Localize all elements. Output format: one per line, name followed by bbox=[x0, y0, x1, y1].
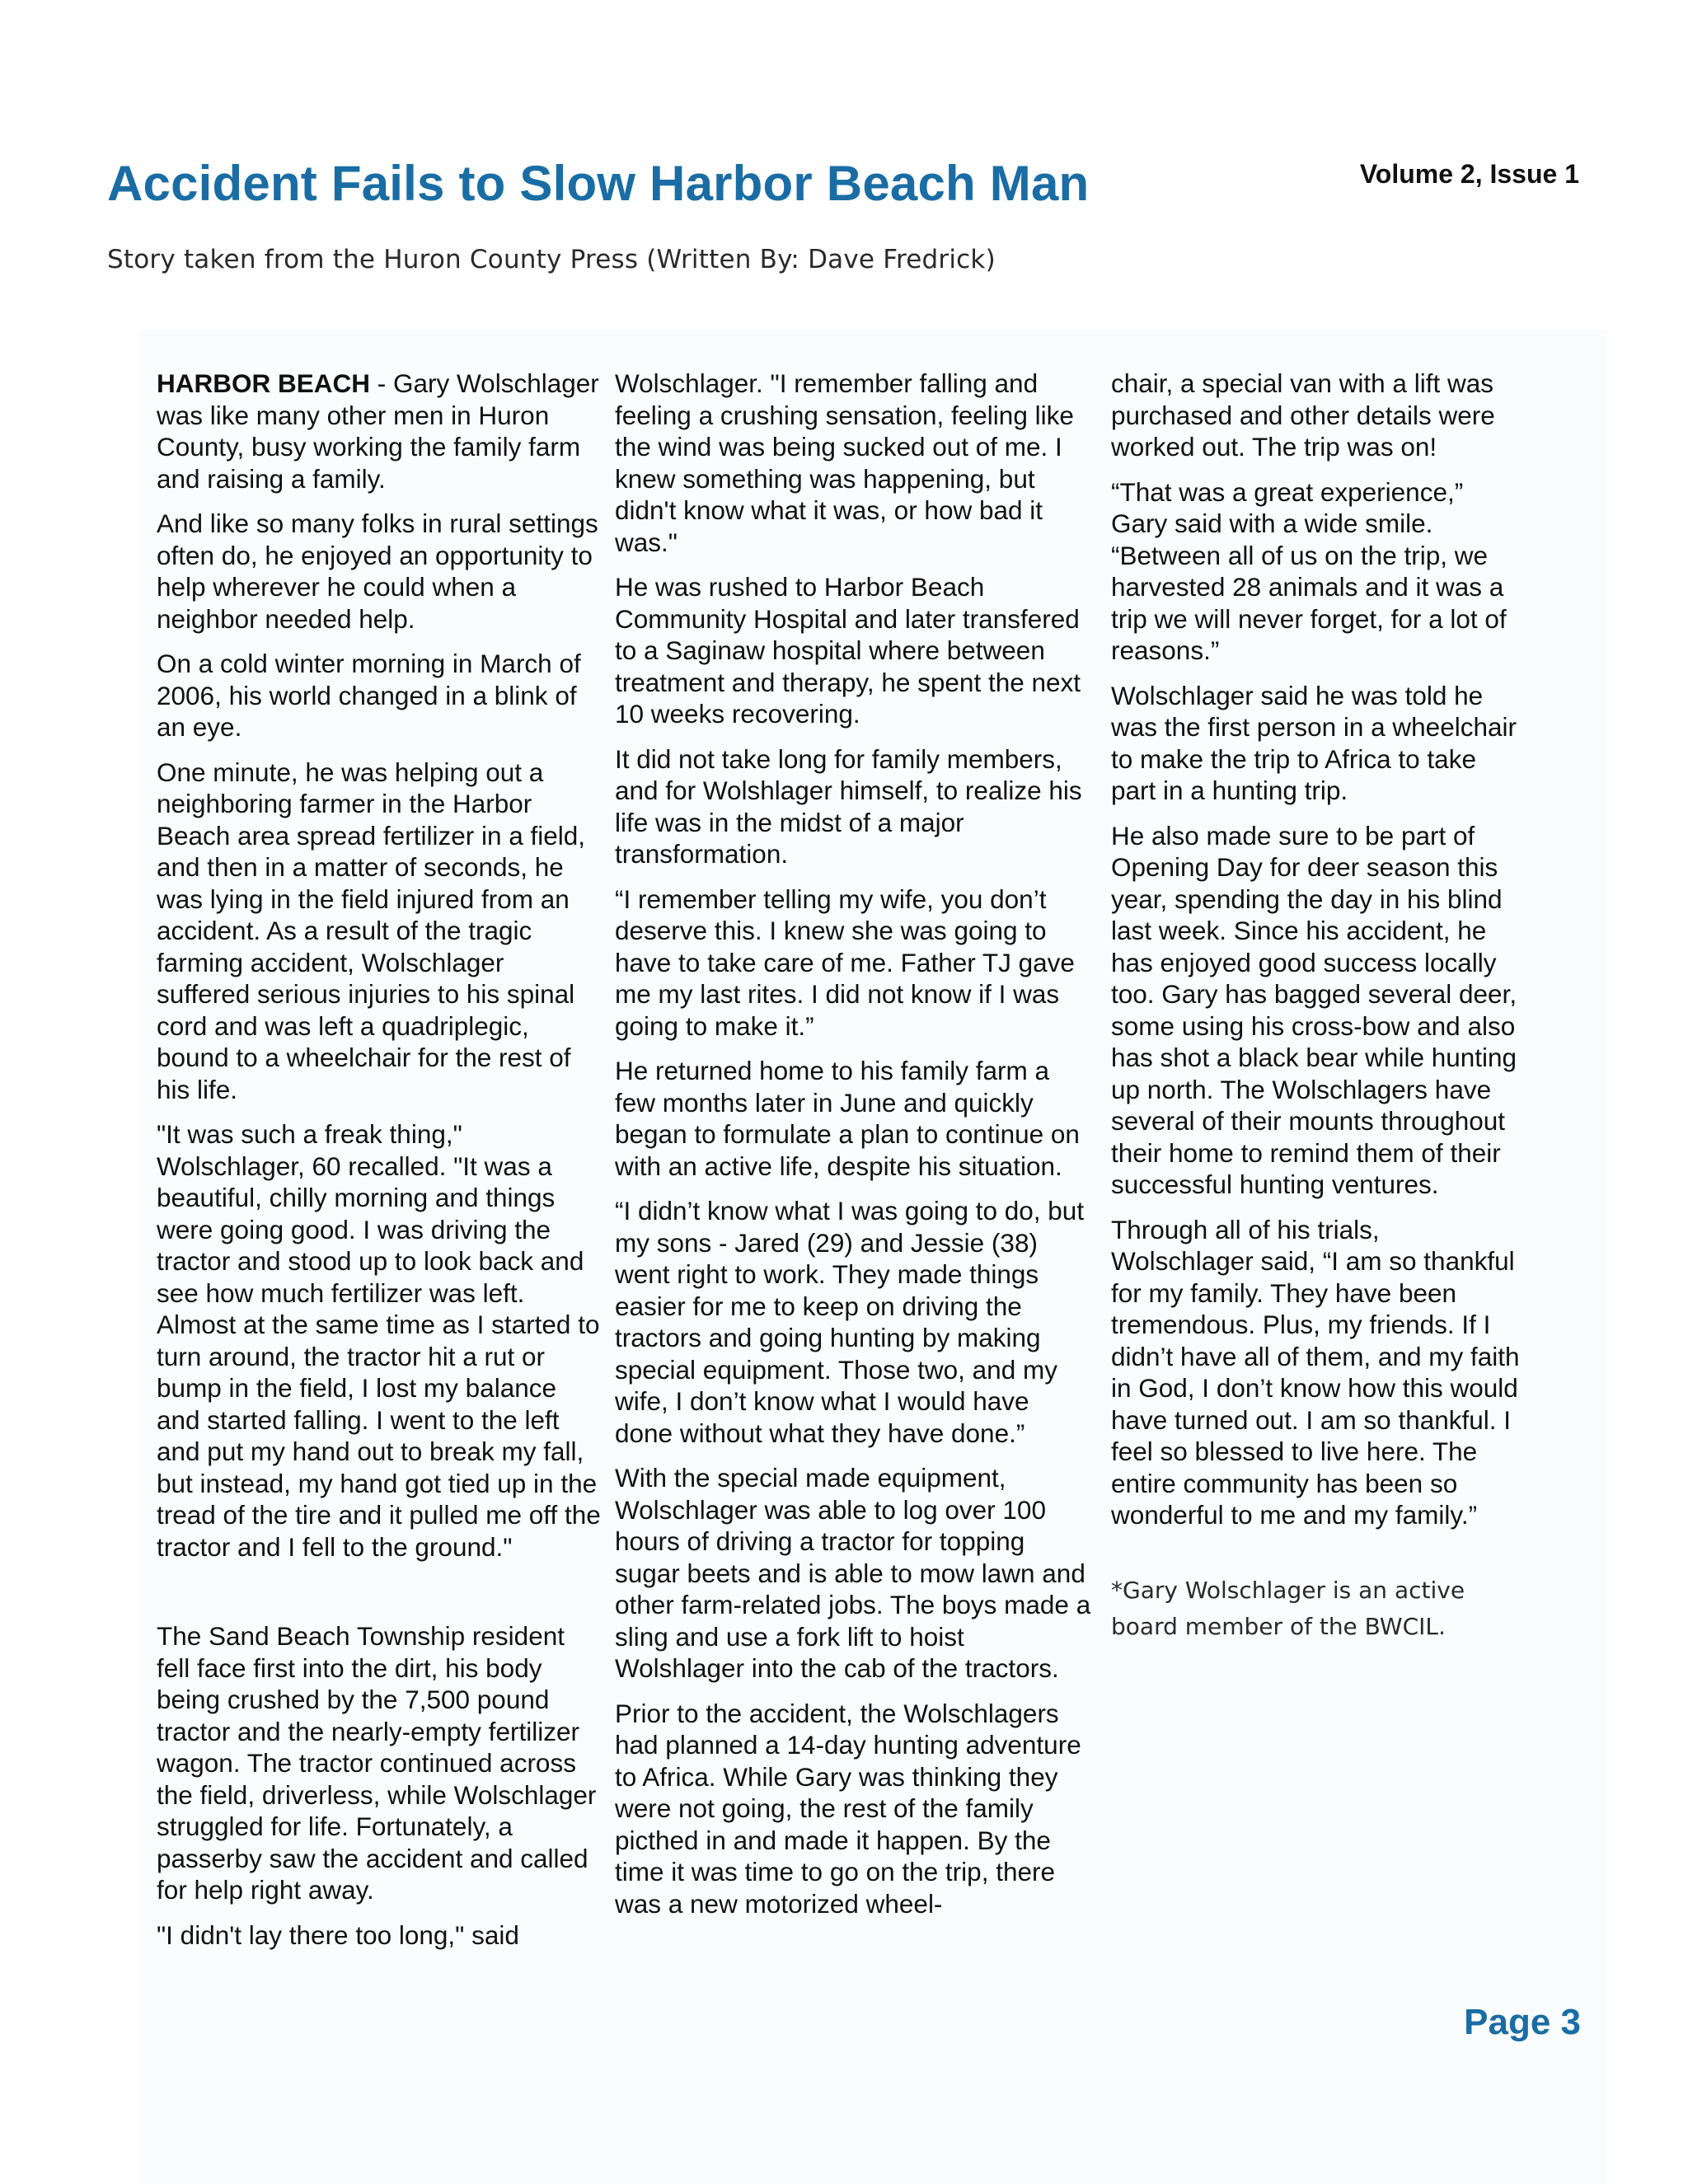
paragraph: "I didn't lay there too long," said bbox=[157, 1919, 519, 1950]
article-headline: Accident Fails to Slow Harbor Beach Man bbox=[107, 156, 1090, 211]
paragraph: chair, a special van with a lift was purchased and other details were worked out. The trip was on! bbox=[1111, 368, 1495, 462]
paragraph: He returned home to his family farm a few months later in June and quickly began to formulate a plan to continue on with an active life, despite his situation. bbox=[615, 1056, 1080, 1181]
paragraph: Wolschlager. "I remember falling and feeling a crushing sensation, feeling like the wind was being sucked out of me. I knew something was happening, but didn't know what it was, or how bad it was." bbox=[615, 368, 1074, 557]
paragraph: On a cold winter morning in March of 2006, his world changed in a blink of an eye. bbox=[157, 649, 581, 742]
issue-volume: Volume 2, Issue 1 bbox=[1359, 159, 1579, 189]
paragraph bbox=[157, 368, 602, 494]
paragraph: The Sand Beach Township resident fell face first into the dirt, his body being crushed by the 7,500 pound tractor and the nearly-empty fertilizer wagon. The tractor continued across the field, driverless, while Wolschlager struggled for life. Fortunately, a passerby saw the accident and called for help right away. bbox=[157, 1621, 597, 1905]
article-column-3 bbox=[1111, 368, 1523, 1658]
article-source-credit: Story taken from the Huron County Press (Written By: Dave Fredrick) bbox=[107, 245, 996, 274]
dateline: HARBOR BEACH bbox=[157, 368, 370, 398]
paragraph: Through all of his trials, Wolschlager said, “I am so thankful for my family. They have been tremendous. Plus, my friends. If I didn’t have all of them, and my faith in God, I don’t know how this would have turned out. I am so thankful. I feel so blessed to live here. The entire community has been so wonderful to me and my family.” bbox=[1111, 1214, 1520, 1530]
paragraph: Wolschlager said he was told he was the first person in a wheelchair to make the trip to Africa to take part in a hunting trip. bbox=[1111, 680, 1517, 805]
paragraph: He also made sure to be part of Opening Day for deer season this year, spending the day in his blind last week. Since his accident, he has enjoyed good success locally too. Gary has bagged several deer, some using his cross-bow and also has shot a black bear while hunting up north. The Wolschlagers have several of their mounts throughout their home to remind them of their successful hunting ventures. bbox=[1111, 820, 1517, 1199]
paragraph: One minute, he was helping out a neighboring farmer in the Harbor Beach area spread fertilizer in a field, and then in a matter of seconds, he was lying in the field injured from an accident. As a result of the tragic farming accident, Wolschlager suffered serious injuries to his spinal cord and was left a quadriplegic, bound to a wheelchair for the rest of his life. bbox=[157, 757, 586, 1104]
paragraph: With the special made equipment, Wolschlager was able to log over 100 hours of driving a tractor for topping sugar beets and is able to mow lawn and other farm-related jobs. The boys made a sling and use a fork lift to hoist Wolshlager into the cab of the tractors. bbox=[615, 1463, 1091, 1683]
paragraph: “That was a great experience,” Gary said with a wide smile. “Between all of us on the trip, we harvested 28 animals and it was a trip we will never forget, for a lot of reasons.” bbox=[1111, 476, 1507, 665]
paragraph: “I didn’t know what I was going to do, but my sons - Jared (29) and Jessie (38) went right to work. They made things easier for me to keep on driving the tractors and going hunting by making special equipment. Those two, and my wife, I don’t know what I would have done without what they have done.” bbox=[615, 1196, 1085, 1448]
article-column-1 bbox=[157, 368, 602, 1964]
paragraph: Prior to the accident, the Wolschlagers had planned a 14-day hunting adventure to Africa. While Gary was thinking they were not going, the rest of the family picthed in and made it happen. By the time it was time to go on the trip, there was a new motorized wheel- bbox=[615, 1698, 1081, 1919]
paragraph: It did not take long for family members, and for Wolshlager himself, to realize his life was in the midst of a major transformation. bbox=[615, 743, 1082, 869]
board-member-note: *Gary Wolschlager is an active board member of the BWCIL. bbox=[1111, 1576, 1465, 1640]
paragraph: "It was such a freak thing," Wolschlager, 60 recalled. "It was a beautiful, chilly morning and things were going good. I was driving the tractor and stood up to look back and see how much fertilizer was left. Almost at the same time as I started to turn around, the tractor hit a rut or bump in the field, I lost my balance and started falling. I went to the left and put my hand out to break my fall, but instead, my hand got tied up in the tread of the tire and it pulled me off the tractor and I fell to the ground." bbox=[157, 1119, 601, 1562]
page-number: Page 3 bbox=[1464, 2002, 1581, 2042]
paragraph: “I remember telling my wife, you don’t deserve this. I knew she was going to have to take care of me. Father TJ gave me my last rites. I did not know if I was going to make it.” bbox=[615, 883, 1075, 1041]
paragraph: He was rushed to Harbor Beach Community Hospital and later transfered to a Saginaw hospital where between treatment and therapy, he spent the next 10 weeks recovering. bbox=[615, 572, 1081, 729]
paragraph-text: - Gary Wolschlager was like many other men in Huron County, busy working the family farm and raising a family. bbox=[157, 368, 599, 494]
paragraph: And like so many folks in rural settings often do, he enjoyed an opportunity to help wherever he could when a neighbor needed help. bbox=[157, 509, 598, 634]
article-column-2 bbox=[615, 368, 1093, 1933]
